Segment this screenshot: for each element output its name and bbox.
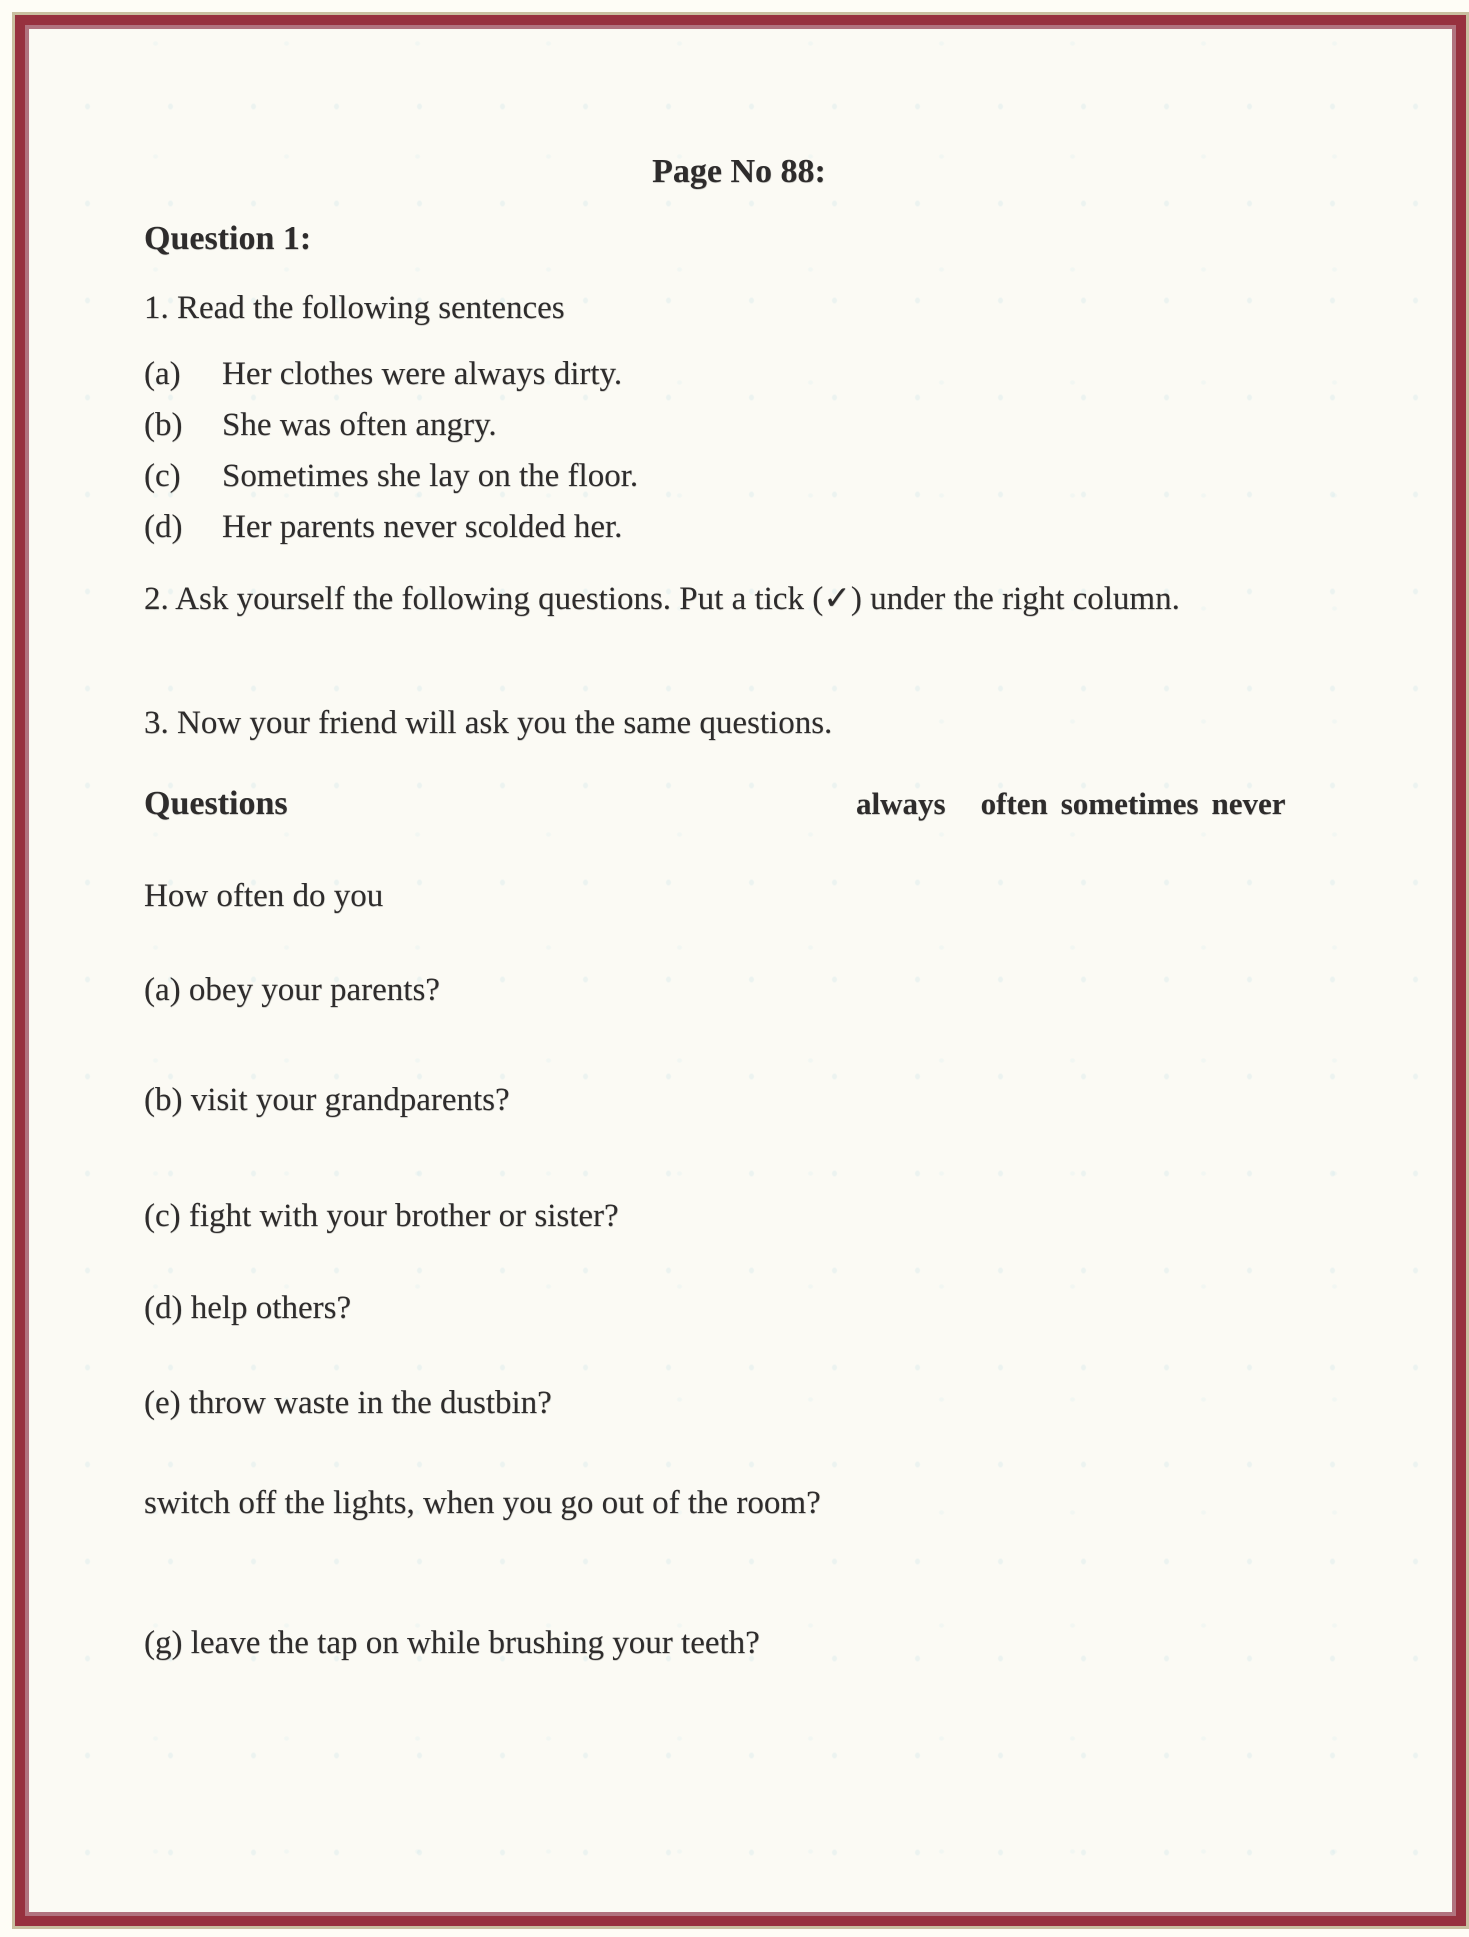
frequency-header-sometimes: sometimes [1060, 786, 1199, 821]
instruction-step-2: 2. Ask yourself the following questions. Put a tick (✓) under the right column. [144, 581, 1180, 617]
sentence-item [144, 502, 638, 553]
frequency-column-headers [856, 786, 1286, 822]
sentence-label: (d) [144, 509, 183, 545]
instruction-step-3: 3. Now your friend will ask you the same questions. [144, 705, 833, 741]
survey-lead-in: How often do you [144, 878, 384, 914]
sentence-text: She was often angry. [222, 407, 497, 443]
instruction-step-1: 1. Read the following sentences [144, 290, 565, 326]
questions-column-header: Questions [144, 785, 288, 822]
frequency-header-never: never [1211, 786, 1286, 821]
sentence-text: Her clothes were always dirty. [222, 356, 623, 392]
sentence-label: (b) [144, 407, 183, 443]
survey-question-item: (c) fight with your brother or sister? [144, 1198, 619, 1234]
question-heading: Question 1: [144, 220, 312, 257]
survey-question-item: (d) help others? [144, 1290, 352, 1326]
page-title: Page No 88: [652, 153, 826, 190]
survey-question-item: (a) obey your parents? [144, 972, 440, 1008]
survey-question-item: (e) throw waste in the dustbin? [144, 1385, 552, 1421]
sentence-label: (c) [144, 458, 181, 494]
frequency-header-often: often [980, 786, 1048, 821]
page-border-inner-line [25, 25, 1456, 1916]
sentence-text: Sometimes she lay on the floor. [222, 458, 639, 494]
sentence-item [144, 451, 638, 502]
page-border-red-band [15, 15, 1466, 1926]
sentence-label: (a) [144, 356, 181, 392]
survey-question-item: (b) visit your grandparents? [144, 1082, 510, 1118]
sentence-item [144, 400, 638, 451]
sentence-text: Her parents never scolded her. [222, 509, 623, 545]
survey-question-item: (g) leave the tap on while brushing your teeth? [144, 1625, 760, 1661]
sentence-item [144, 349, 638, 400]
survey-question-item: switch off the lights, when you go out of the room? [144, 1485, 821, 1521]
sentence-list [144, 349, 638, 553]
frequency-header-always: always [856, 786, 946, 821]
document-page [29, 29, 1452, 1912]
page-border-outer-line [12, 12, 1469, 1929]
